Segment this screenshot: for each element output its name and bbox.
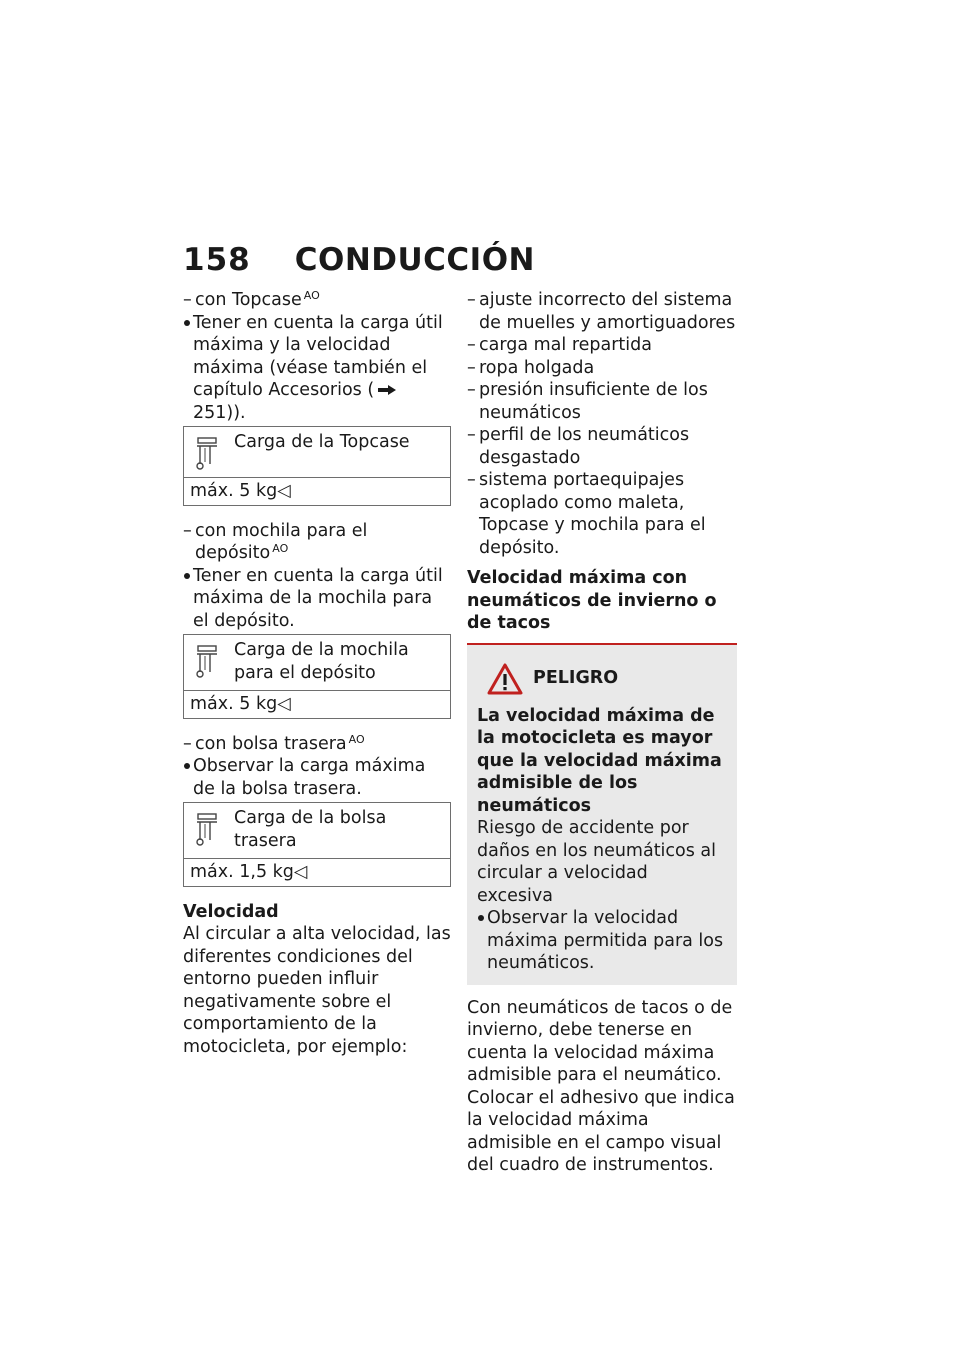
danger-text: Riesgo de accidente por daños en los neumáticos al circular a velocidad excesiva — [477, 818, 717, 906]
topcase-bullet-ref: 251)). — [193, 402, 246, 423]
spec-table-mochila — [183, 634, 451, 719]
spec-value: máx. 1,5 kg◁ — [190, 862, 308, 882]
topcase-dash-text: con Topcase — [195, 290, 302, 310]
velocidad-heading: Velocidad — [183, 901, 279, 922]
warning-triangle-icon — [487, 663, 523, 695]
spec-label: Carga de la bolsa trasera — [234, 808, 387, 851]
arrow-ref-icon — [378, 385, 396, 395]
mochila-dash-text: con mochila para el depósito — [195, 520, 368, 563]
bullet-topcase: Tener en cuenta la carga útil máxima y la velocidad máxima (véase también el capítulo Accesorios (251)). — [183, 312, 451, 425]
velocidad-paragraph: Al circular a alta velocidad, las diferentes condiciones del entorno pueden influir negativamente sobre el comportamiento de la motocicleta, por ejemplo: — [183, 924, 451, 1057]
section-heading: Velocidad máxima con neumáticos de invierno o de tacos — [467, 568, 717, 633]
bolsa-bullet-text: Observar la carga máxima de la bolsa trasera. — [193, 756, 426, 799]
ao-badge: AO — [272, 542, 289, 555]
mochila-bullet-text: Tener en cuenta la carga útil máxima de la mochila para el depósito. — [193, 565, 443, 631]
load-scale-icon — [194, 813, 220, 847]
topcase-bullet-text: Tener en cuenta la carga útil máxima y la velocidad máxima (véase también el capítulo Accesorios — [193, 312, 443, 400]
list-item: – carga mal repartida — [467, 335, 652, 355]
list-item: – sistema portaequipajes acoplado como maleta, Topcase y mochila para el depósito. — [467, 470, 706, 558]
page-header — [183, 242, 535, 278]
bullet-mochila — [183, 565, 451, 633]
list-item: – ajuste incorrecto del sistema de muelles y amortiguadores — [467, 290, 736, 333]
left-column — [183, 289, 451, 1058]
bullet-bolsa — [183, 755, 451, 800]
load-scale-icon — [194, 645, 220, 679]
ao-badge: AO — [303, 289, 320, 302]
spec-table-topcase — [183, 426, 451, 506]
spec-table-bolsa — [183, 802, 451, 887]
list-item-mochila: – con mochila para el depósito $^{AO}$ — [183, 520, 368, 563]
danger-box — [467, 643, 737, 985]
list-item: – ropa holgada — [467, 357, 595, 378]
list-item-bolsa: – con bolsa trasera $^{AO}$ — [183, 732, 365, 754]
list-item-topcase: – con Topcase $^{AO}$ — [183, 289, 320, 310]
spec-label: Carga de la Topcase — [234, 432, 410, 452]
bolsa-dash-text: con bolsa trasera — [195, 733, 347, 754]
spec-value: máx. 5 kg◁ — [190, 694, 291, 714]
ao-badge: AO — [348, 732, 365, 746]
load-scale-icon — [194, 437, 220, 471]
paragraph: Colocar el adhesivo que indica la velocidad máxima admisible en el campo visual del cuadro de instrumentos. — [467, 1087, 735, 1175]
spec-value: máx. 5 kg◁ — [190, 481, 291, 501]
right-column — [467, 289, 737, 1177]
page-title: CONDUCCIÓN — [294, 242, 536, 278]
list-item: – presión insuficiente de los neumáticos — [467, 380, 708, 423]
danger-label: PELIGRO — [533, 668, 619, 689]
list-item: – perfil de los neumáticos desgastado — [467, 425, 690, 468]
paragraph: Con neumáticos de tacos o de invierno, debe tenerse en cuenta la velocidad máxima admisible para el neumático. — [467, 997, 733, 1085]
page-number: 158 — [183, 242, 251, 278]
danger-heading: La velocidad máxima de la motocicleta es mayor que la velocidad máxima admisible de los neumáticos — [477, 705, 722, 816]
spec-label: Carga de la mochila para el depósito — [234, 640, 409, 683]
danger-bullet: Observar la velocidad máxima permitida para los neumáticos. — [477, 907, 727, 975]
